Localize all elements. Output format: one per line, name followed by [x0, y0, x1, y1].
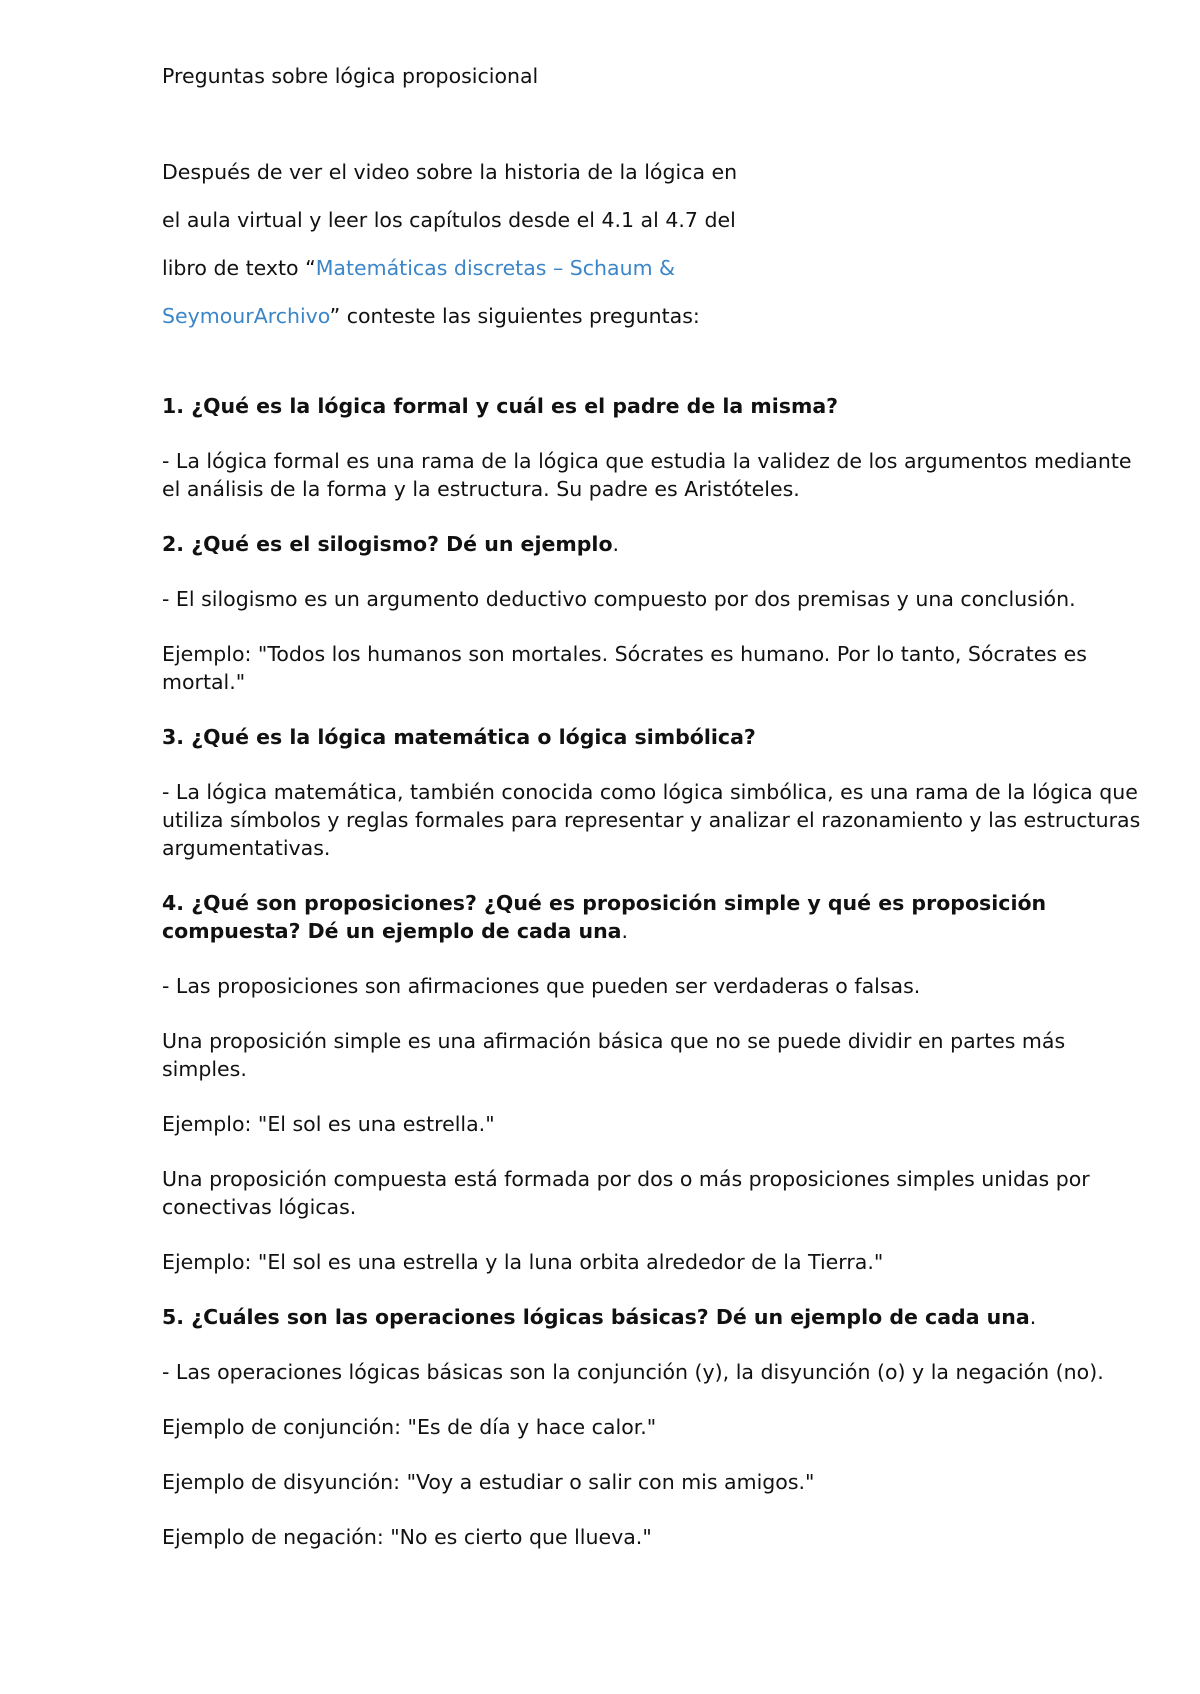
answer-5-paragraph-3: Ejemplo de disyunción: "Voy a estudiar o salir con mis amigos."	[162, 1470, 815, 1494]
document-content	[162, 62, 1152, 1551]
question-2-suffix: .	[612, 532, 620, 556]
intro-line-4	[162, 292, 1152, 340]
question-4-text: 4. ¿Qué son proposiciones? ¿Qué es proposición simple y qué es proposición compuesta? Dé un ejemplo de cada una	[162, 891, 1047, 943]
intro-line-1: Después de ver el video sobre la historia de la lógica en	[162, 160, 738, 184]
intro-line-3-prefix: libro de texto “	[162, 256, 316, 280]
answer-2-paragraph-2: Ejemplo: "Todos los humanos son mortales. Sócrates es humano. Por lo tanto, Sócrates es mortal."	[162, 642, 1087, 694]
question-2-text: 2. ¿Qué es el silogismo? Dé un ejemplo	[162, 532, 613, 556]
answer-3-paragraph-1: - La lógica matemática, también conocida como lógica simbólica, es una rama de la lógica que utiliza símbolos y reglas formales para representar y analizar el razonamiento y las estructuras argumentativas.	[162, 780, 1141, 860]
document-title: Preguntas sobre lógica proposicional	[162, 64, 539, 88]
answer-4-paragraph-1: - Las proposiciones son afirmaciones que pueden ser verdaderas o falsas.	[162, 974, 921, 998]
answer-4-paragraph-5: Ejemplo: "El sol es una estrella y la luna orbita alrededor de la Tierra."	[162, 1250, 884, 1274]
textbook-link[interactable]: Matemáticas discretas – Schaum &	[315, 256, 676, 280]
question-4-suffix: .	[621, 919, 629, 943]
question-1: 1. ¿Qué es la lógica formal y cuál es el padre de la misma?	[162, 394, 839, 418]
answer-1-paragraph-1: - La lógica formal es una rama de la lógica que estudia la validez de los argumentos mediante el análisis de la forma y la estructura. Su padre es Aristóteles.	[162, 449, 1132, 501]
question-5-suffix: .	[1029, 1305, 1037, 1329]
answer-4-paragraph-2: Una proposición simple es una afirmación básica que no se puede dividir en partes más simples.	[162, 1029, 1066, 1081]
question-5-text: 5. ¿Cuáles son las operaciones lógicas básicas? Dé un ejemplo de cada una	[162, 1305, 1030, 1329]
textbook-link-continued[interactable]: SeymourArchivo	[162, 304, 330, 328]
intro-line-2: el aula virtual y leer los capítulos desde el 4.1 al 4.7 del	[162, 208, 736, 232]
answer-2-paragraph-1: - El silogismo es un argumento deductivo compuesto por dos premisas y una conclusión.	[162, 587, 1076, 611]
answer-4-paragraph-3: Ejemplo: "El sol es una estrella."	[162, 1112, 495, 1136]
question-2	[162, 530, 1152, 558]
question-4	[162, 889, 1152, 945]
answer-5-paragraph-1: - Las operaciones lógicas básicas son la conjunción (y), la disyunción (o) y la negación (no).	[162, 1360, 1104, 1384]
question-3: 3. ¿Qué es la lógica matemática o lógica simbólica?	[162, 725, 756, 749]
intro-line-4-suffix: ” conteste las siguientes preguntas:	[329, 304, 700, 328]
answer-5-paragraph-2: Ejemplo de conjunción: "Es de día y hace calor."	[162, 1415, 657, 1439]
intro-line-3	[162, 244, 1152, 292]
question-5	[162, 1303, 1152, 1331]
answer-4-paragraph-4: Una proposición compuesta está formada por dos o más proposiciones simples unidas por conectivas lógicas.	[162, 1167, 1090, 1219]
answer-5-paragraph-4: Ejemplo de negación: "No es cierto que llueva."	[162, 1525, 652, 1549]
